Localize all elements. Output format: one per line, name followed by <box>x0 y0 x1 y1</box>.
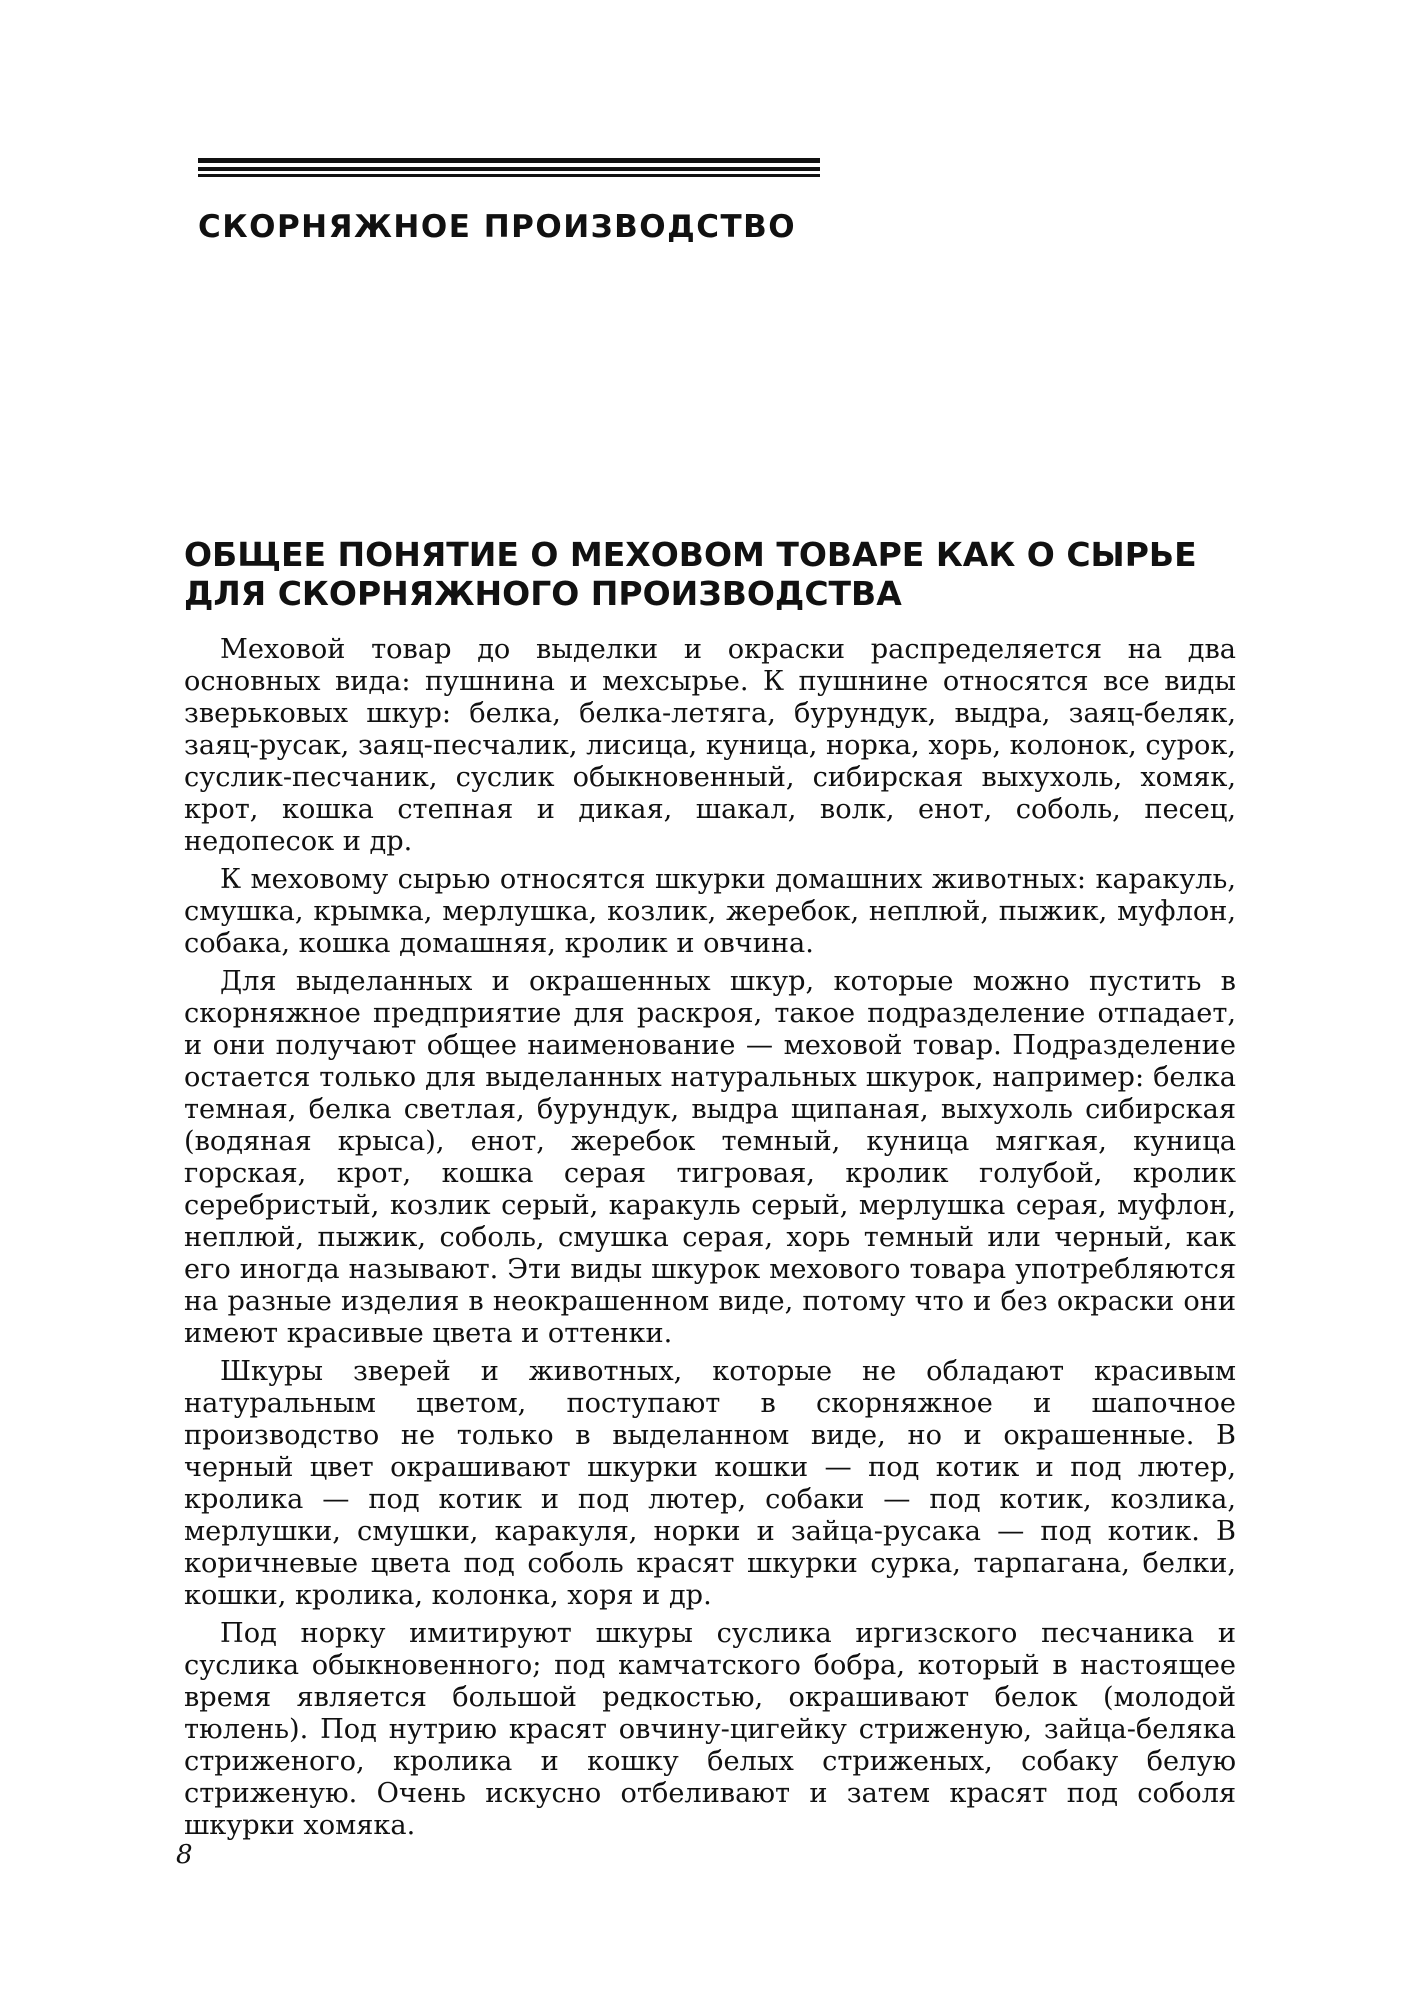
rule-line <box>198 174 820 177</box>
header-rule <box>198 158 820 176</box>
section-title: ОБЩЕЕ ПОНЯТИЕ О МЕХОВОМ ТОВАРЕ КАК О СЫРЬЕ ДЛЯ СКОРНЯЖНОГО ПРОИЗВОДСТВА <box>184 535 1197 613</box>
rule-line <box>198 158 820 163</box>
body-text <box>184 634 1236 1848</box>
paragraph: Меховой товар до выделки и окраски распределяется на два основных вида: пушнина и мехсырье. К пушнине относятся все виды зверьковых шкур: белка, белка-летяга, бурундук, выдра, заяц-беляк, заяц-русак, заяц-песчалик, лисица, куница, норка, хорь, колонок, сурок, суслик-песчаник, суслик обыкновенный, сибирская выхухоль, хомяк, крот, кошка степная и дикая, шакал, волк, енот, соболь, песец, недопесок и др. <box>184 634 1237 857</box>
chapter-title: СКОРНЯЖНОЕ ПРОИЗВОДСТВО <box>198 209 797 245</box>
rule-line <box>198 167 820 171</box>
paragraph: Для выделанных и окрашенных шкур, которые можно пустить в скорняжное предприятие для раскроя, такое подразделение отпадает, и они получают общее наименование — меховой товар. Подразделение остается только для выделанных натуральных шкурок, например: белка темная, белка светлая, бурундук, выдра щипаная, выхухоль сибирская (водяная крыса), енот, жеребок темный, куница мягкая, куница горская, крот, кошка серая тигровая, кролик голубой, кролик серебристый, козлик серый, каракуль серый, мерлушка серая, муфлон, неплюй, пыжик, соболь, смушка серая, хорь темный или черный, как его иногда называют. Эти виды шкурок мехового товара употребляются на разные изделия в неокрашенном виде, потому что и без окраски они имеют красивые цвета и оттенки. <box>184 966 1236 1349</box>
page-number: 8 <box>176 1840 193 1870</box>
paragraph: Шкуры зверей и животных, которые не обладают красивым натуральным цветом, поступают в скорняжное и шапочное производство не только в выделанном виде, но и окрашенные. В черный цвет окрашивают шкурки кошки — под котик и под лютер, кролика — под котик и под лютер, собаки — под котик, козлика, мерлушки, смушки, каракуля, норки и зайца-русака — под котик. В коричневые цвета под соболь красят шкурки сурка, тарпагана, белки, кошки, кролика, колонка, хоря и др. <box>184 1356 1236 1611</box>
paragraph: К меховому сырью относятся шкурки домашних животных: каракуль, смушка, крымка, мерлушка, козлик, жеребок, неплюй, пыжик, муфлон, собака, кошка домашняя, кролик и овчина. <box>184 864 1236 959</box>
paragraph: Под норку имитируют шкуры суслика иргизского песчаника и суслика обыкновенного; под камчатского бобра, который в настоящее время является большой редкостью, окрашивают белок (молодой тюлень). Под нутрию красят овчину-цигейку стриженую, зайца-беляка стриженого, кролика и кошку белых стриженых, собаку белую стриженую. Очень искусно отбеливают и затем красят под соболя шкурки хомяка. <box>184 1618 1236 1841</box>
